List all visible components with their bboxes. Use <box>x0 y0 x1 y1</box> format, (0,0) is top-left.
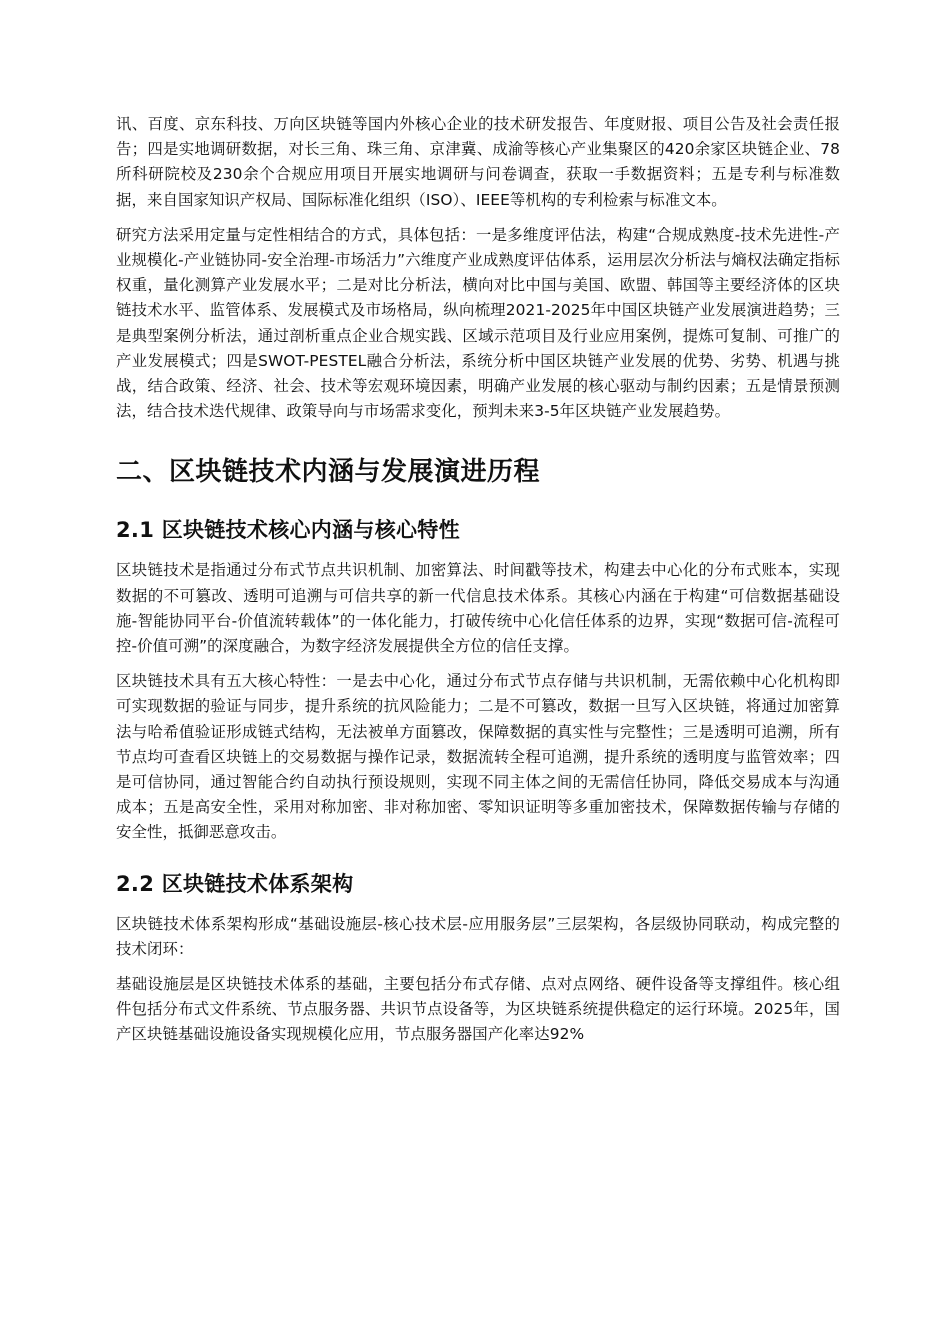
section-2-heading: 二、区块链技术内涵与发展演进历程 <box>116 457 541 488</box>
section-2-2-paragraph-architecture: 区块链技术体系架构形成“基础设施层-核心技术层-应用服务层”三层架构，各层级协同联动，构成完整的技术闭环： <box>116 914 840 958</box>
section-2-1-paragraph-definition: 区块链技术是指通过分布式节点共识机制、加密算法、时间戳等技术，构建去中心化的分布式账本，实现数据的不可篡改、透明可追溯与可信共享的新一代信息技术体系。其核心内涵在于构建“可信数据基础设施-智能协同平台-价值流转载体”的一体化能力，打破传统中心化信任体系的边界，实现“数据可信-流程可控-价值可溯”的深度融合，为数字经济发展提供全方位的信任支撑。 <box>116 561 840 656</box>
section-2-2-heading: 2.2 区块链技术体系架构 <box>116 871 354 896</box>
document-page <box>116 112 840 1058</box>
intro-paragraph-data-sources: 讯、百度、京东科技、万向区块链等国内外核心企业的技术研发报告、年度财报、项目公告及社会责任报告；四是实地调研数据，对长三角、珠三角、京津冀、成渝等核心产业集聚区的420余家区块链企业、78所科研院校及230余个合规应用项目开展实地调研与问卷调查，获取一手数据资料；五是专利与标准数据，来自国家知识产权局、国际标准化组织（ISO）、IEEE等机构的专利检索与标准文本。 <box>116 115 840 209</box>
section-2-1-paragraph-features: 区块链技术具有五大核心特性：一是去中心化，通过分布式节点存储与共识机制，无需依赖中心化机构即可实现数据的验证与同步，提升系统的抗风险能力；二是不可篡改，数据一旦写入区块链，将通过加密算法与哈希值验证形成链式结构，无法被单方面篡改，保障数据的真实性与完整性；三是透明可追溯，所有节点均可查看区块链上的交易数据与操作记录，数据流转全程可追溯，提升系统的透明度与监管效率；四是可信协同，通过智能合约自动执行预设规则，实现不同主体之间的无需信任协同，降低交易成本与沟通成本；五是高安全性，采用对称加密、非对称加密、零知识证明等多重加密技术，保障数据传输与存储的安全性，抵御恶意攻击。 <box>116 672 840 842</box>
intro-paragraph-methods: 研究方法采用定量与定性相结合的方式，具体包括：一是多维度评估法，构建“合规成熟度-技术先进性-产业规模化-产业链协同-安全治理-市场活力”六维度产业成熟度评估体系，运用层次分析法与熵权法确定指标权重，量化测算产业发展水平；二是对比分析法，横向对比中国与美国、欧盟、韩国等主要经济体的区块链技术水平、监管体系、发展模式及市场格局，纵向梳理2021-2025年中国区块链产业发展演进趋势；三是典型案例分析法，通过剖析重点企业合规实践、区域示范项目及行业应用案例，提炼可复制、可推广的产业发展模式；四是SWOT-PESTEL融合分析法，系统分析中国区块链产业发展的优势、劣势、机遇与挑战，结合政策、经济、社会、技术等宏观环境因素，明确产业发展的核心驱动与制约因素；五是情景预测法，结合技术迭代规律、政策导向与市场需求变化，预判未来3-5年区块链产业发展趋势。 <box>116 225 840 421</box>
section-2-1-heading: 2.1 区块链技术核心内涵与核心特性 <box>116 518 460 543</box>
section-2-2-paragraph-infrastructure: 基础设施层是区块链技术体系的基础，主要包括分布式存储、点对点网络、硬件设备等支撑组件。核心组件包括分布式文件系统、节点服务器、共识节点设备等，为区块链系统提供稳定的运行环境。2025年，国产区块链基础设施设备实现规模化应用，节点服务器国产化率达92% <box>116 975 840 1044</box>
